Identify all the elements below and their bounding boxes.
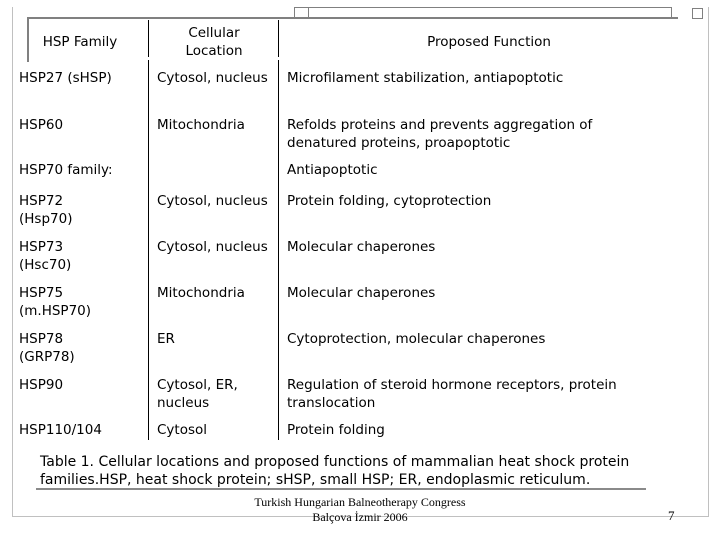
- cell-hsp-family: HSP73 (Hsc70): [19, 239, 72, 273]
- decorative-bracket: [294, 7, 672, 17]
- cell-location: Cytosol, ER, nucleus: [157, 377, 238, 411]
- cell-function: Antiapoptotic: [287, 162, 378, 178]
- header-divider-2: [278, 20, 279, 57]
- header-cellular-location: Cellular Location: [185, 25, 243, 59]
- left-decorative-rule: [27, 17, 29, 62]
- cell-hsp-family: HSP72 (Hsp70): [19, 193, 73, 227]
- cell-function: Cytoprotection, molecular chaperones: [287, 331, 546, 347]
- cell-function: Protein folding: [287, 422, 385, 438]
- cell-function: Microfilament stabilization, antiapoptotic: [287, 70, 564, 86]
- header-hsp-family: HSP Family: [42, 34, 118, 50]
- cell-hsp-family: HSP90: [19, 377, 64, 393]
- cell-hsp-family: HSP27 (sHSP): [19, 70, 112, 86]
- column-divider-1: [148, 60, 149, 440]
- cell-location: Cytosol: [157, 422, 208, 438]
- page-number: 7: [668, 508, 675, 523]
- footer: [200, 495, 520, 525]
- cell-location: Cytosol, nucleus: [157, 239, 268, 255]
- top-decorative-rule: [27, 17, 678, 19]
- header-proposed-function: Proposed Function: [427, 34, 551, 50]
- footer-location: Balçova İzmir 2006: [312, 510, 408, 524]
- cell-function: Regulation of steroid hormone receptors, protein translocation: [287, 377, 617, 411]
- cell-function: Protein folding, cytoprotection: [287, 193, 492, 209]
- caption-underline: [36, 488, 646, 490]
- cell-function: Molecular chaperones: [287, 285, 436, 301]
- cell-hsp-family: HSP70 family:: [19, 162, 113, 178]
- cell-hsp-family: HSP78 (GRP78): [19, 331, 75, 365]
- cell-hsp-family: HSP60: [19, 117, 64, 133]
- table-caption: Table 1. Cellular locations and proposed functions of mammalian heat shock protein families.HSP, heat shock protein; sHSP, small HSP; ER, endoplasmic reticulum.: [40, 454, 630, 488]
- cell-hsp-family: HSP110/104: [19, 422, 102, 438]
- footer-conference: Turkish Hungarian Balneotherapy Congress: [254, 495, 466, 509]
- column-divider-2: [278, 60, 279, 440]
- cell-location: Mitochondria: [157, 285, 245, 301]
- cell-function: Molecular chaperones: [287, 239, 436, 255]
- cell-location: Cytosol, nucleus: [157, 70, 268, 86]
- cell-location: Cytosol, nucleus: [157, 193, 268, 209]
- cell-hsp-family: HSP75 (m.HSP70): [19, 285, 92, 319]
- header-divider-1: [148, 20, 149, 57]
- cell-function: Refolds proteins and prevents aggregation of denatured proteins, proapoptotic: [287, 117, 593, 151]
- decorative-square: [692, 8, 703, 19]
- cell-location: Mitochondria: [157, 117, 245, 133]
- cell-location: ER: [157, 331, 175, 347]
